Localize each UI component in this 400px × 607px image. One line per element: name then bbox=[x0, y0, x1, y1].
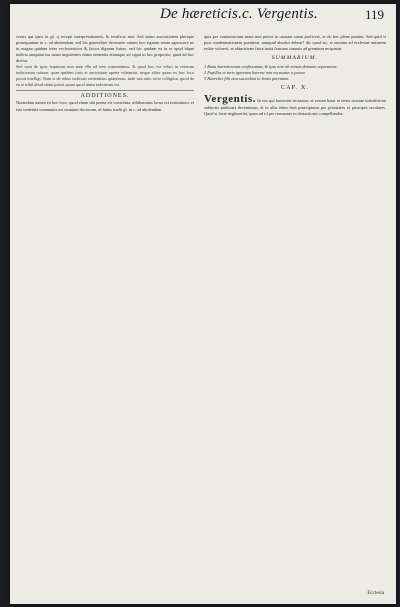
additiones-text: Notandum autem ex hoc loco, quod etiam ubi poena est constituta, nihilominus locus est restitutioni, et ista sententia communis est omnium doctorum, ut latius tradit gl. in c. ad abolendam. bbox=[16, 100, 194, 112]
summary-item: 2 Pupillus et iuris ignorans haeresi non excusatur a poena. bbox=[204, 70, 306, 76]
right-text-column bbox=[204, 34, 386, 582]
left-paragraph-2: Sed cum de ipsis loquimur non ante vlla ad rem consentimus, & quod hoc est veluti in veterum iudiciorum ratione, quae quidem iuris et auctoritate aperte videantur, neque aliter quam ex hoc loco possit intelligi. Nam si de rebus iudicatis sententiam quaerimus, inde ista ratio recte colligitur, quod de ea re nihil aliud statui possit quam quod antea iudicatum est. bbox=[16, 64, 194, 88]
chapter-incipit: Vergentis. bbox=[204, 93, 256, 106]
chapter-opening bbox=[204, 94, 386, 117]
summary-item: 3 Haeretici filii non succedunt in bonis parentum. bbox=[204, 76, 290, 82]
chapter-text: In eos qui haeresim sectantur, et eorum bona in terris nostrae iurisdictioni subiectis publicari decernimus, et in aliis idem fieri praecipimus per potestates et principes seculares. Quod si forte neglexerint, ipsos ad id per censuram ecclesiasticam compellendos. bbox=[204, 98, 386, 117]
summary-item: 1 Bona haereticorum confiscantur, & ipso iure ab eorum dominio separantur. bbox=[204, 64, 338, 70]
summary-heading: SUMMARIUM. bbox=[271, 55, 319, 62]
section-divider bbox=[16, 90, 194, 91]
additiones-heading: ADDITIONES. bbox=[80, 93, 130, 100]
chapter-heading: CAP. X. bbox=[280, 85, 310, 92]
running-title: De hæreticis.c. Vergentis. bbox=[160, 6, 318, 22]
right-paragraph-1: quia per contumaciam suam non potest in causam suam proficere, et ob hoc plene punitur. Sed quid si post condemnationem poeniteat, nunquid absolui debeat? dic quod sic, si omnino ad ecclesiae unitatem redire voluerit, et abiuratione facta iuxta formam canonis ad gremium recipiatur. bbox=[204, 34, 386, 52]
page-number: 119 bbox=[364, 7, 384, 22]
left-text-column bbox=[16, 34, 194, 582]
page-header bbox=[10, 6, 396, 30]
catchword: Ecclesia bbox=[367, 591, 384, 596]
left-paragraph-1: cessis qui ipsis in gl. q recepit interpretationem, & testificat mer. Sed istam auctoritatem plerique prosequuntur in c. ad abolendam. sed hic generaliter decreuere omnes hoc signum etiam agnoscere ne in magna quidem inter ecclesiasticos & laicos dignum fuisse, sed hic quidam ea in re apud idque indicio tanquam ius suum inquirentes etiam sententia etiamque ad caput in hoc proposito, quod ad hoc dicitur. bbox=[16, 34, 194, 64]
book-page bbox=[10, 4, 396, 604]
